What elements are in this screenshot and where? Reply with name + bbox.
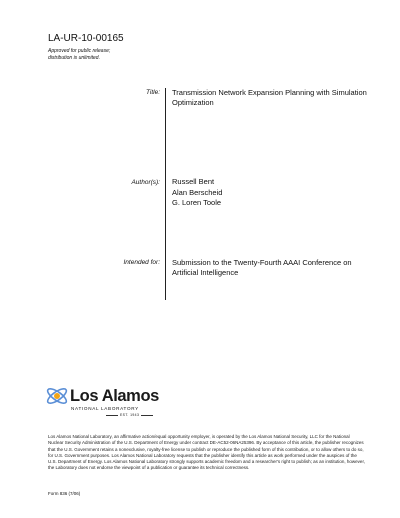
authors-label: Author(s):	[131, 179, 160, 186]
logo-established: EST. 1943	[104, 413, 155, 417]
author-name: G. Loren Toole	[172, 198, 222, 207]
field-divider	[165, 88, 166, 300]
disclaimer-text: Los Alamos National Laboratory, an affirmative action/equal opportunity employer, is operated by the Los Alamos National Security, LLC for the National Nuclear Security Administration of the U.S. Department of Energy under contract DE-AC52-06NA25396. By acceptance of this article, the publisher recognizes that the U.S. Government retains a nonexclusive, royalty-free license to publish or reproduce the published form of this contribution, or to allow others to do so, for U.S. Government purposes. Los Alamos National Laboratory requests that the publisher identify this article as work performed under the auspices of the U.S. Department of Energy. Los Alamos National Laboratory strongly supports academic freedom and a researcher's right to publish; as an institution, however, the Laboratory does not endorse the viewpoint of a publication or guarantee its technical correctness.	[48, 434, 365, 471]
intended-for-label: Intended for:	[123, 259, 160, 266]
intended-for-value: Submission to the Twenty-Fourth AAAI Conference on Artificial Intelligence	[172, 258, 352, 277]
atom-icon	[44, 383, 70, 409]
approval-notice: Approved for public release; distribution is unlimited.	[48, 48, 111, 61]
authors-list	[172, 177, 222, 209]
title-value: Transmission Network Expansion Planning with Simulation Optimization	[172, 88, 367, 107]
title-label: Title:	[145, 89, 160, 96]
logo-wordmark: Los Alamos	[70, 387, 159, 405]
lanl-logo	[47, 379, 167, 419]
author-name: Alan Berscheid	[172, 187, 223, 197]
author-name: Russell Bent	[172, 177, 215, 186]
logo-subtitle: NATIONAL LABORATORY	[71, 406, 139, 411]
form-number: Form 836 (7/06)	[48, 491, 81, 496]
report-number: LA-UR-10-00165	[48, 33, 124, 44]
